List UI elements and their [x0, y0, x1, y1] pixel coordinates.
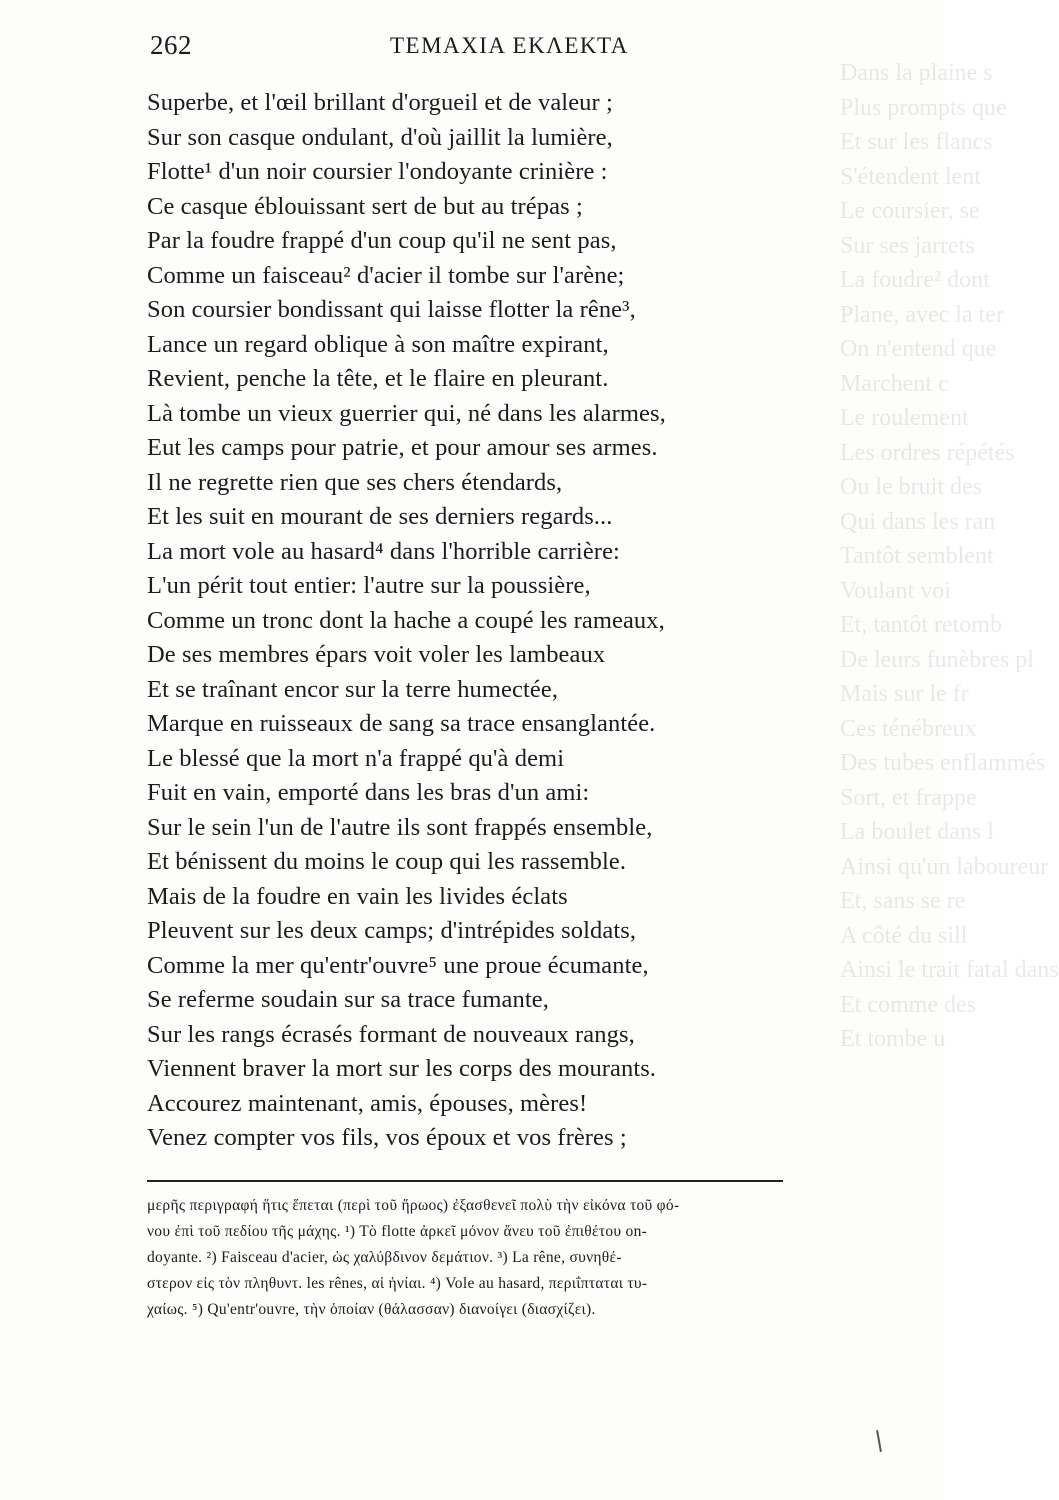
verse-line: De ses membres épars voit voler les lambeaux	[147, 641, 606, 668]
footnote-line: στερον εἰς τὸν πληθυντ. les rênes, αἱ ἡνίαι. ⁴) Vole au hasard, περιΐπταται τυ-	[147, 1275, 648, 1292]
footnote-line: νου ἐπὶ τοῦ πεδίου τῆς μάχης. ¹) Τὸ flotte ἀρκεῖ μόνον ἄνευ τοῦ ἐπιθέτου on-	[147, 1223, 648, 1240]
bleed-through-line: Ces ténébreux	[840, 715, 977, 742]
bleed-through-line: Ainsi le trait fatal dans	[840, 957, 1059, 983]
verse-line: Eut les camps pour patrie, et pour amour ses armes.	[147, 434, 658, 461]
page-number: 262	[150, 30, 192, 60]
bleed-through-line: Ainsi qu'un laboureur	[840, 853, 1049, 880]
bleed-through-line: La foudre² dont	[840, 267, 990, 293]
verse-line: Flotte¹ d'un noir coursier l'ondoyante crinière :	[147, 158, 608, 185]
bleed-through-line: Qui dans les ran	[840, 508, 996, 535]
verse-line: Fuit en vain, emporté dans les bras d'un ami:	[147, 779, 590, 806]
bleed-through-line: Voulant voi	[840, 577, 951, 604]
bleed-through-line: Plus prompts que	[840, 94, 1007, 121]
verse-line: Par la foudre frappé d'un coup qu'il ne sent pas,	[147, 227, 617, 254]
verse-line: Mais de la foudre en vain les livides éclats	[147, 882, 568, 910]
verse-line: Il ne regrette rien que ses chers étendards,	[147, 468, 563, 496]
page-header	[150, 30, 850, 70]
verse-line: Comme un faisceau² d'acier il tombe sur l'arène;	[147, 261, 625, 289]
verse-line: Son coursier bondissant qui laisse flotter la rêne³,	[147, 296, 636, 323]
bleed-through-line: Et, tantôt retomb	[840, 612, 1002, 638]
footnotes	[147, 1193, 827, 1323]
bleed-through-line: Mais sur le fr	[840, 681, 969, 707]
bleed-through-line: Sort, et frappe	[840, 784, 977, 811]
bleed-through-line: Et comme des	[840, 991, 976, 1018]
bleed-through-line: Sur ses jarrets	[840, 232, 975, 259]
bleed-through-line: Le coursier, se	[840, 198, 980, 224]
bleed-through-line: Ou le bruit des	[840, 474, 982, 500]
verse-line: Sur le sein l'un de l'autre ils sont frappés ensemble,	[147, 813, 653, 841]
running-title: ΤΕΜΑΧΙΑ ΕΚΛΕΚΤΑ	[390, 33, 629, 58]
bleed-through-line: Tantôt semblent	[840, 543, 994, 569]
verse-line: Comme un tronc dont la hache a coupé les rameaux,	[147, 606, 665, 634]
bleed-through-line: On n'entend que	[840, 336, 997, 362]
verse-line: Sur son casque ondulant, d'où jaillit la lumière,	[147, 123, 613, 151]
bleed-through-line: Les ordres répétés	[840, 439, 1015, 466]
verse-line: Pleuvent sur les deux camps; d'intrépides soldats,	[147, 917, 637, 944]
bleed-through-line: S'étendent lent	[840, 163, 981, 190]
verse-line: Et se traînant encor sur la terre humectée,	[147, 675, 559, 703]
verse-line: Sur les rangs écrasés formant de nouveaux rangs,	[147, 1020, 635, 1048]
footnote-divider	[147, 1180, 783, 1182]
bleed-through-line: Marchent c	[840, 370, 949, 397]
bleed-through-line: A côté du sill	[840, 922, 968, 949]
bleed-through-line: Dans la plaine s	[840, 60, 993, 86]
verse-line: Revient, penche la tête, et le flaire en pleurant.	[147, 365, 609, 392]
bleed-through-line: Et, sans se re	[840, 888, 966, 914]
verse-line: Superbe, et l'œil brillant d'orgueil et de valeur ;	[147, 89, 613, 116]
bleed-through-line: Et sur les flancs	[840, 129, 993, 155]
verse-line: La mort vole au hasard⁴ dans l'horrible carrière:	[147, 537, 620, 565]
verse-line: Marque en ruisseaux de sang sa trace ensanglantée.	[147, 710, 656, 737]
verse-line: Le blessé que la mort n'a frappé qu'à demi	[147, 744, 565, 772]
footnote-line: μερῆς περιγραφή ἥτις ἕπεται (περὶ τοῦ ἥρωος) ἐξασθενεῖ πολὺ τὴν εἰκόνα τοῦ φό-	[147, 1197, 680, 1214]
verse-line: Venez compter vos fils, vos époux et vos frères ;	[147, 1124, 627, 1151]
bleed-through-line: De leurs funèbres pl	[840, 646, 1034, 673]
verse-line: Se referme soudain sur sa trace fumante,	[147, 986, 549, 1013]
verse-line: Et les suit en mourant de ses derniers regards...	[147, 503, 613, 530]
poem-body	[147, 86, 837, 1156]
stray-pen-mark	[876, 1430, 882, 1452]
verse-line: Lance un regard oblique à son maître expirant,	[147, 330, 609, 358]
verse-line: Viennent braver la mort sur les corps des mourants.	[147, 1055, 657, 1082]
verse-line: Et bénissent du moins le coup qui les rassemble.	[147, 848, 627, 875]
bleed-through-line: La boulet dans l	[840, 819, 994, 845]
verse-line: L'un périt tout entier: l'autre sur la poussière,	[147, 572, 591, 599]
bleed-through-line: Plane, avec la ter	[840, 301, 1004, 328]
bleed-through-text	[840, 60, 1059, 1100]
verse-line: Là tombe un vieux guerrier qui, né dans les alarmes,	[147, 399, 666, 427]
bleed-through-line: Et tombe u	[840, 1026, 946, 1052]
verse-line: Accourez maintenant, amis, épouses, mères!	[147, 1089, 588, 1117]
footnote-line: doyante. ²) Faisceau d'acier, ὡς χαλύβδινον δεμάτιον. ³) La rêne, συνηθέ-	[147, 1249, 622, 1266]
footnote-line: χαίως. ⁵) Qu'entr'ouvre, τὴν ὁποίαν (θάλασσαν) διανοίγει (διασχίζει).	[147, 1301, 596, 1318]
verse-line: Ce casque éblouissant sert de but au trépas ;	[147, 192, 583, 220]
bleed-through-line: Des tubes enflammés	[840, 750, 1046, 776]
verse-line: Comme la mer qu'entr'ouvre⁵ une proue écumante,	[147, 951, 649, 979]
bleed-through-line: Le roulement	[840, 405, 969, 431]
